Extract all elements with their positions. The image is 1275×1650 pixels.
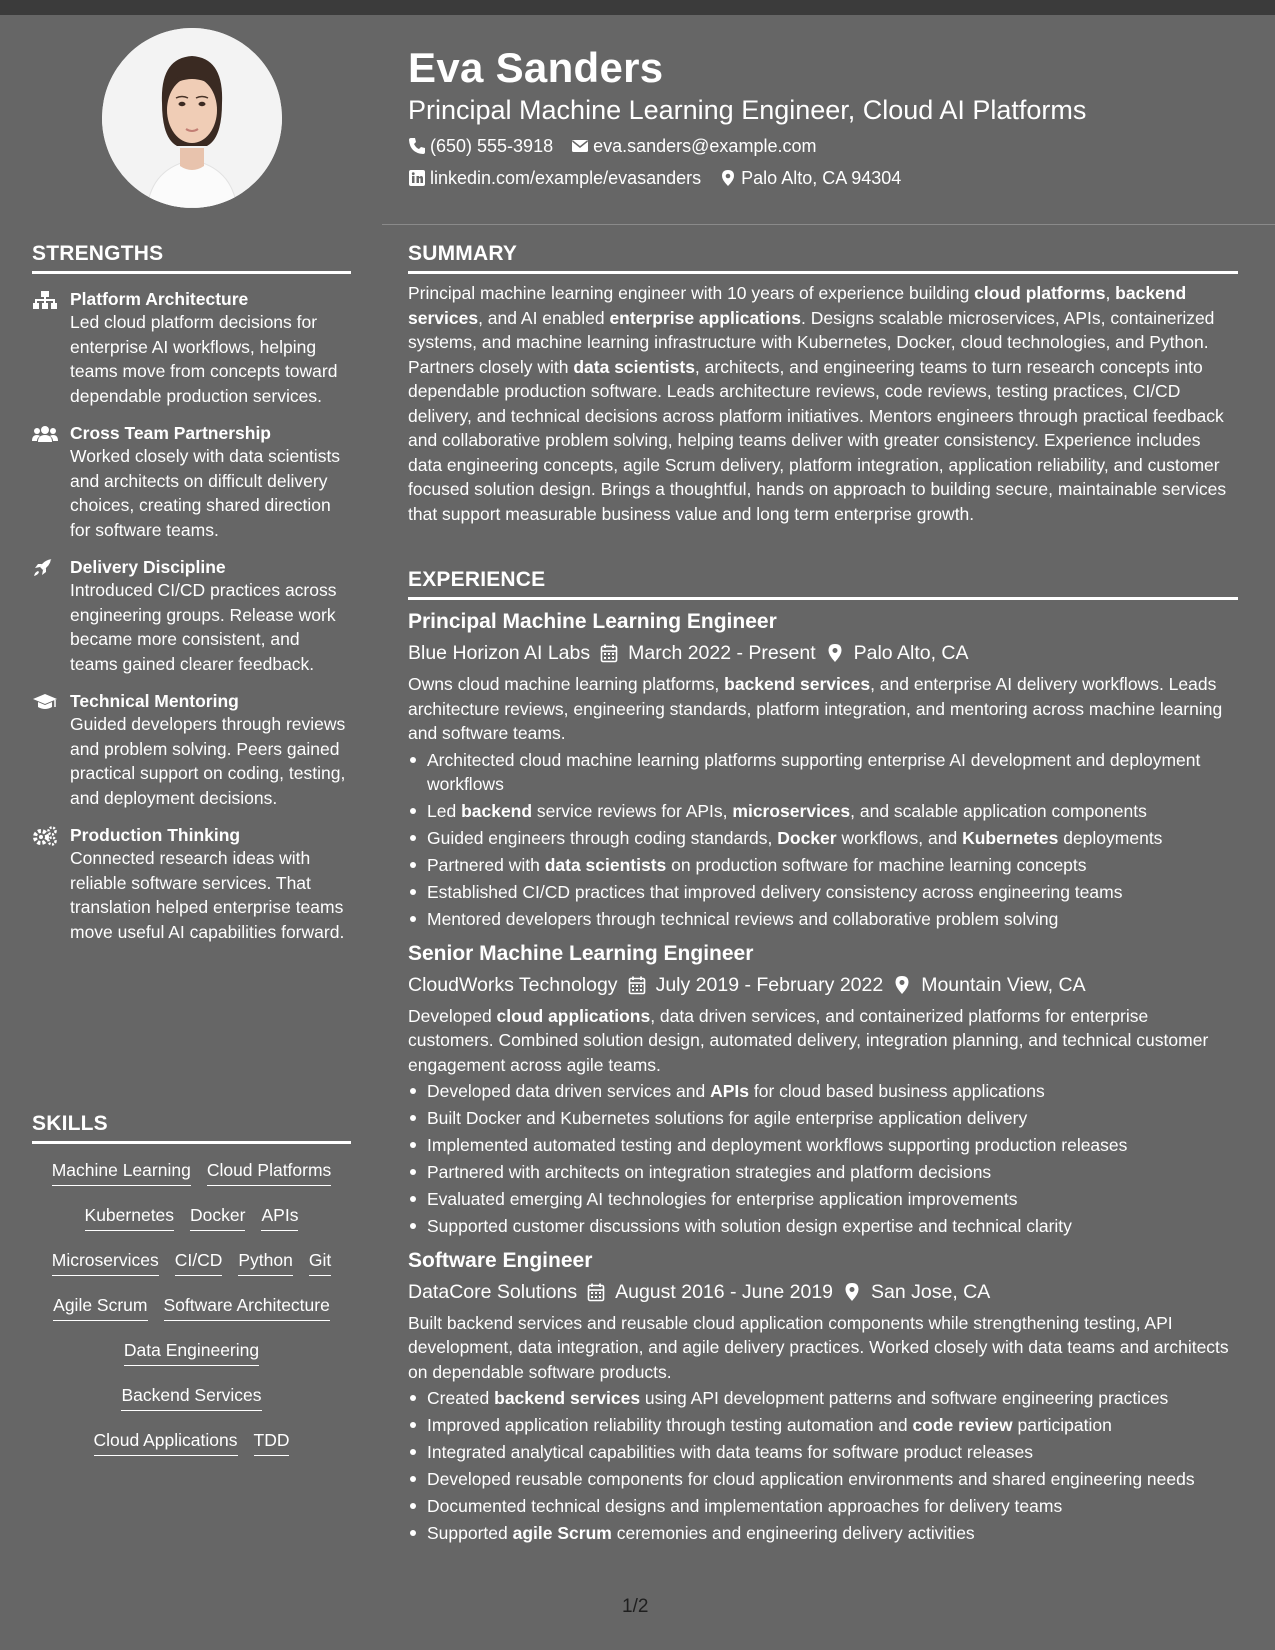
top-bar	[0, 0, 1275, 15]
strength-item	[32, 288, 351, 408]
job-bullet	[408, 853, 1238, 878]
skill-tag: Docker	[190, 1203, 245, 1231]
bold-keyword: microservices	[732, 801, 851, 821]
text-run: , architects, and engineering teams to turn research concepts into dependable production software. Leads architecture reviews, code reviews, testing practices, CI/CD delivery, and technical decisions across platform initiatives. Mentors engineers through practical feedback and collaborative problem solving, helping teams deliver with greater consistency. Experience includes data engineering concepts, agile Scrum delivery, platform integration, application reliability, and customer focused solution design. Brings a thoughtful, hands on approach to building secure, maintainable services that support measurable business value and long term enterprise growth.	[408, 356, 1227, 524]
candidate-name: Eva Sanders	[408, 44, 664, 91]
skill-row	[32, 1383, 351, 1428]
skill-row	[32, 1428, 351, 1473]
calendar-icon	[600, 643, 618, 663]
job-bullet	[408, 799, 1238, 824]
job-bullets	[408, 748, 1238, 932]
strength-title: Platform Architecture	[70, 289, 249, 309]
job-meta	[408, 639, 1238, 667]
strength-title: Cross Team Partnership	[70, 423, 271, 443]
job-entry	[408, 940, 1238, 1239]
strength-title: Production Thinking	[70, 825, 241, 845]
map-pin-icon	[719, 169, 737, 187]
text-run: Established CI/CD practices that improved delivery consistency across engineering teams	[427, 882, 1123, 902]
job-meta	[408, 1278, 1238, 1306]
email-text: eva.sanders@example.com	[593, 136, 817, 156]
text-run: service reviews for APIs,	[532, 801, 733, 821]
phone-icon	[408, 137, 426, 155]
job-bullet	[408, 748, 1238, 797]
page-number: 1/2	[622, 1596, 649, 1617]
skill-tag: Software Architecture	[164, 1293, 330, 1321]
skill-tag: Microservices	[52, 1248, 159, 1276]
strength-description: Introduced CI/CD practices across engineering groups. Release work became more consistent, and teams gained clearer feedback.	[70, 580, 337, 674]
strength-item	[32, 824, 351, 944]
skill-row	[32, 1338, 351, 1383]
bold-keyword: code review	[912, 1415, 1013, 1435]
text-run: on production software for machine learning concepts	[666, 855, 1087, 875]
text-run: Guided engineers through coding standards,	[427, 828, 778, 848]
linkedin-icon	[408, 169, 426, 187]
job-entry	[408, 1247, 1238, 1546]
job-bullets	[408, 1386, 1238, 1546]
summary-heading: SUMMARY	[408, 242, 1238, 274]
strength-description: Led cloud platform decisions for enterprise AI workflows, helping teams move from concepts toward dependable production services.	[70, 312, 338, 406]
jobs-list	[408, 608, 1238, 1546]
job-bullet	[408, 1467, 1238, 1492]
skill-tag: Python	[238, 1248, 292, 1276]
candidate-title: Principal Machine Learning Engineer, Cloud AI Platforms	[408, 95, 1087, 125]
text-run: Partnered with	[427, 855, 545, 875]
skill-row	[32, 1293, 351, 1338]
text-run: ceremonies and engineering delivery activities	[611, 1523, 975, 1543]
job-bullets	[408, 1079, 1238, 1239]
skill-tag: Cloud Platforms	[207, 1158, 332, 1186]
location-text: Palo Alto, CA 94304	[741, 168, 902, 188]
skill-row	[32, 1248, 351, 1293]
job-bullet	[408, 1494, 1238, 1519]
skill-tag: Agile Scrum	[53, 1293, 147, 1321]
job-dates: August 2016 - June 2019	[615, 1280, 834, 1303]
job-title: Software Engineer	[408, 1248, 593, 1272]
text-run: Documented technical designs and implementation approaches for delivery teams	[427, 1496, 1063, 1516]
skill-tag: Kubernetes	[85, 1203, 175, 1231]
text-run: Built Docker and Kubernetes solutions for agile enterprise application delivery	[427, 1108, 1028, 1128]
skill-row	[32, 1158, 351, 1203]
skill-tag: Machine Learning	[52, 1158, 191, 1186]
skill-tag: APIs	[261, 1203, 298, 1231]
text-run: workflows, and	[836, 828, 963, 848]
job-bullet	[408, 1133, 1238, 1158]
job-title: Principal Machine Learning Engineer	[408, 610, 777, 633]
text-run: for cloud based business applications	[749, 1081, 1045, 1101]
bold-keyword: cloud applications	[496, 1005, 651, 1026]
phone-contact[interactable]	[408, 134, 553, 158]
text-run: Evaluated emerging AI technologies for enterprise application improvements	[427, 1189, 1018, 1209]
strength-description: Connected research ideas with reliable software services. That translation helped enterprise teams move useful AI capabilities forward.	[70, 848, 345, 942]
skill-tag: Backend Services	[121, 1383, 261, 1411]
sitemap-icon	[32, 290, 58, 310]
strengths-heading: STRENGTHS	[32, 242, 351, 274]
company-name: CloudWorks Technology	[408, 973, 618, 996]
strength-item	[32, 422, 351, 542]
envelope-icon	[571, 137, 589, 155]
users-icon	[32, 424, 58, 444]
map-pin-icon	[843, 1282, 861, 1302]
bold-keyword: APIs	[710, 1081, 749, 1101]
skills-heading: SKILLS	[32, 1112, 351, 1144]
skills-list	[32, 1158, 351, 1473]
job-description	[408, 672, 1238, 746]
phone-text: (650) 555-3918	[430, 136, 554, 156]
rocket-icon	[32, 558, 58, 578]
email-contact[interactable]	[571, 134, 816, 158]
bold-keyword: backend services	[408, 283, 1187, 328]
contact-row	[408, 166, 901, 190]
job-description	[408, 1311, 1238, 1385]
text-run: Owns cloud machine learning platforms,	[408, 674, 725, 694]
company-name: DataCore Solutions	[408, 1280, 578, 1303]
strength-title: Technical Mentoring	[70, 691, 239, 711]
bold-keyword: data scientists	[573, 356, 695, 377]
text-run: Developed reusable components for cloud application environments and shared engineering needs	[427, 1469, 1195, 1489]
skill-tag: Cloud Applications	[94, 1428, 238, 1456]
text-run: Created	[427, 1388, 495, 1408]
linkedin-text: linkedin.com/example/evasanders	[430, 168, 702, 188]
job-meta	[408, 971, 1238, 999]
bold-keyword: agile Scrum	[512, 1523, 612, 1543]
job-description	[408, 1004, 1238, 1078]
text-run: Partnered with architects on integration strategies and platform decisions	[427, 1162, 992, 1182]
text-run: , and scalable application components	[850, 801, 1147, 821]
profile-photo	[102, 28, 282, 208]
text-run: Developed data driven services and	[427, 1081, 711, 1101]
text-run: Supported	[427, 1523, 513, 1543]
job-dates: July 2019 - February 2022	[655, 973, 884, 996]
text-run: participation	[1012, 1415, 1112, 1435]
job-bullet	[408, 1187, 1238, 1212]
contact-row	[408, 134, 816, 158]
text-run: Led	[427, 801, 462, 821]
job-entry	[408, 608, 1238, 932]
text-run: Improved application reliability through testing automation and	[427, 1415, 913, 1435]
job-bullet	[408, 1079, 1238, 1104]
experience-heading: EXPERIENCE	[408, 568, 1238, 600]
text-run: Mentored developers through technical reviews and collaborative problem solving	[427, 909, 1059, 929]
job-bullet	[408, 1440, 1238, 1465]
job-bullet	[408, 1413, 1238, 1438]
strength-item	[32, 690, 351, 810]
text-run: deployments	[1058, 828, 1163, 848]
skills-section	[32, 1112, 351, 1473]
skill-row	[32, 1203, 351, 1248]
text-run: Developed	[408, 1005, 497, 1026]
job-bullet	[408, 1521, 1238, 1546]
text-run: using API development patterns and software engineering practices	[640, 1388, 1169, 1408]
bold-keyword: backend	[461, 801, 533, 821]
map-pin-icon	[826, 643, 844, 663]
text-run: Principal machine learning engineer with 10 years of experience building	[408, 283, 975, 303]
text-run: Implemented automated testing and deployment workflows supporting production releases	[427, 1135, 1128, 1155]
skill-tag: TDD	[254, 1428, 290, 1456]
text-run: , and enterprise AI delivery workflows. Leads architecture reviews, engineering standards, platform integration, and mentoring across machine learning and software teams.	[408, 674, 1223, 743]
strength-description: Worked closely with data scientists and architects on difficult delivery choices, creating shared direction for software teams.	[70, 446, 341, 540]
summary-section	[408, 242, 1238, 526]
company-name: Blue Horizon AI Labs	[408, 642, 591, 664]
text-run: , data driven services, and containerized platforms for enterprise customers. Combined solution design, automated delivery, integration planning, and technical customer engagement across agile teams.	[408, 1005, 1209, 1075]
text-run: Built backend services and reusable cloud application components while strengthening testing, API development, data integration, and agile delivery practices. Worked closely with data teams and architects on dependable software products.	[408, 1312, 1229, 1382]
job-bullet	[408, 826, 1238, 851]
linkedin-contact[interactable]	[408, 166, 701, 190]
job-location: San Jose, CA	[871, 1280, 991, 1303]
job-location: Palo Alto, CA	[853, 642, 969, 664]
bold-keyword: enterprise applications	[609, 307, 802, 328]
strength-title: Delivery Discipline	[70, 557, 226, 577]
bold-keyword: Docker	[777, 828, 837, 848]
bold-keyword: cloud platforms	[974, 283, 1106, 303]
gears-icon	[32, 826, 58, 846]
location-contact	[719, 166, 901, 190]
strength-description: Guided developers through reviews and problem solving. Peers gained practical support on coding, testing, and deployment decisions.	[70, 714, 346, 808]
job-bullet	[408, 880, 1238, 905]
job-dates: March 2022 - Present	[628, 642, 816, 664]
job-bullet	[408, 1160, 1238, 1185]
strengths-section	[32, 242, 351, 944]
skill-tag: Data Engineering	[124, 1338, 259, 1366]
summary-text	[408, 281, 1238, 526]
skill-tag: CI/CD	[175, 1248, 223, 1276]
job-location: Mountain View, CA	[921, 973, 1086, 996]
text-run: . Designs scalable microservices, APIs, containerized systems, and machine learning infrastructure with Kubernetes, Docker, cloud technologies, and Python. Partners closely with	[408, 307, 1215, 377]
job-bullet	[408, 1214, 1238, 1239]
bold-keyword: backend services	[724, 674, 871, 694]
graduation-cap-icon	[32, 692, 58, 712]
text-run: Supported customer discussions with solution design expertise and technical clarity	[427, 1216, 1072, 1236]
text-run: , and AI enabled	[478, 307, 610, 328]
job-bullet	[408, 907, 1238, 932]
header-divider	[382, 224, 1275, 225]
calendar-icon	[628, 975, 646, 995]
experience-section	[408, 568, 1238, 1548]
calendar-icon	[587, 1282, 605, 1302]
job-title: Senior Machine Learning Engineer	[408, 941, 754, 965]
map-pin-icon	[893, 975, 911, 995]
job-bullet	[408, 1386, 1238, 1411]
bold-keyword: backend services	[494, 1388, 641, 1408]
bold-keyword: Kubernetes	[962, 828, 1059, 848]
text-run: Architected cloud machine learning platforms supporting enterprise AI development and deployment workflows	[427, 749, 1201, 794]
skill-tag: Git	[309, 1248, 331, 1276]
text-run: ,	[1105, 283, 1116, 303]
bold-keyword: data scientists	[544, 855, 667, 875]
strength-item	[32, 556, 351, 676]
job-bullet	[408, 1106, 1238, 1131]
text-run: Integrated analytical capabilities with data teams for software product releases	[427, 1442, 1034, 1462]
